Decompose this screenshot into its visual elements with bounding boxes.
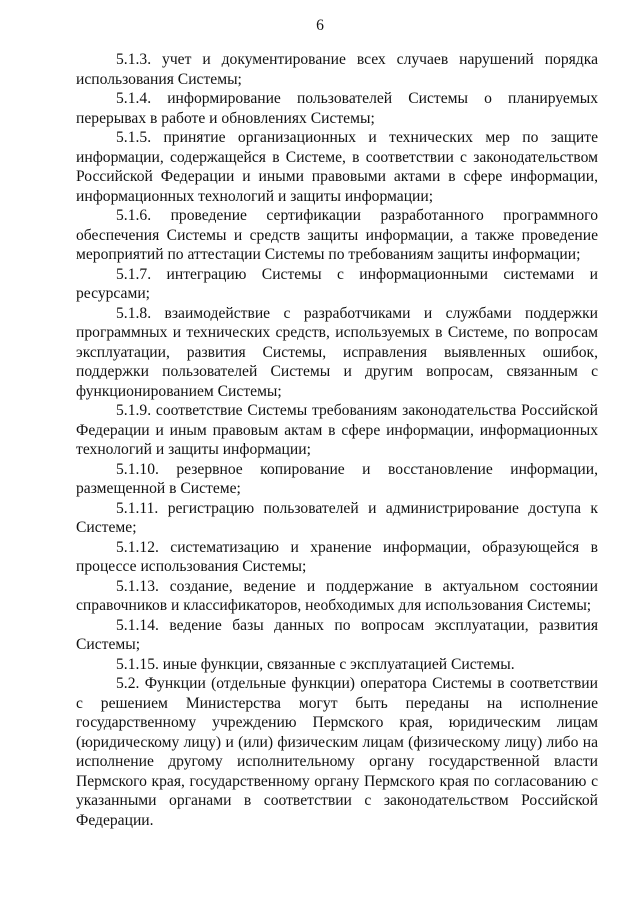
paragraph-5-1-14: 5.1.14. ведение базы данных по вопросам эксплуатации, развития Системы; bbox=[76, 616, 598, 653]
paragraph-5-1-8: 5.1.8. взаимодействие с разработчиками и службами поддержки программных и технических средств, используемых в Системе, по вопросам эксплуатации, развития Системы, исправления выявленных ошибок, поддержки пользователей Системы и другим вопросам, связанным с функционированием Системы; bbox=[76, 304, 598, 400]
paragraph-5-1-5: 5.1.5. принятие организационных и технических мер по защите информации, содержащейся в Системе, в соответствии с законодательством Российской Федерации и иными правовыми актами в сфере информации, информационных технологий и защиты информации; bbox=[76, 129, 598, 205]
paragraph-5-1-6: 5.1.6. проведение сертификации разработанного программного обеспечения Системы и средств защиты информации, а также проведение мероприятий по аттестации Системы по требованиям защиты информации; bbox=[76, 207, 598, 263]
paragraph-5-1-4: 5.1.4. информирование пользователей Системы о планируемых перерывах в работе и обновлениях Системы; bbox=[76, 90, 598, 127]
paragraph-5-1-7: 5.1.7. интеграцию Системы с информационными системами и ресурсами; bbox=[76, 265, 598, 302]
paragraph-5-1-9: 5.1.9. соответствие Системы требованиям законодательства Российской Федерации и иным правовым актам в сфере информации, информационных технологий и защиты информации; bbox=[76, 402, 598, 458]
paragraph-5-1-12: 5.1.12. систематизацию и хранение информации, образующейся в процессе использования Системы; bbox=[76, 538, 598, 575]
paragraph-5-1-15: 5.1.15. иные функции, связанные с эксплуатацией Системы. bbox=[116, 655, 515, 673]
paragraph-5-1-13: 5.1.13. создание, ведение и поддержание в актуальном состоянии справочников и классификаторов, необходимых для использования Системы; bbox=[76, 577, 598, 614]
body-text bbox=[76, 50, 598, 830]
paragraph-5-2: 5.2. Функции (отдельные функции) оператора Системы в соответствии с решением Министерства могут быть переданы на исполнение государственному учреждению Пермского края, юридическим лицам (юридическому лицу) и (или) физическим лицам (физическому лицу) либо на исполнение другому исполнительному органу государственной власти Пермского края, государственному органу Пермского края по согласованию с указанными органами в соответствии с законодательством Российской Федерации. bbox=[76, 675, 598, 829]
paragraph-5-1-3: 5.1.3. учет и документирование всех случаев нарушений порядка использования Системы; bbox=[76, 51, 598, 88]
paragraph-5-1-10: 5.1.10. резервное копирование и восстановление информации, размещенной в Системе; bbox=[76, 460, 598, 497]
paragraph-5-1-11: 5.1.11. регистрацию пользователей и администрирование доступа к Системе; bbox=[76, 499, 598, 536]
page-number: 6 bbox=[316, 17, 324, 34]
